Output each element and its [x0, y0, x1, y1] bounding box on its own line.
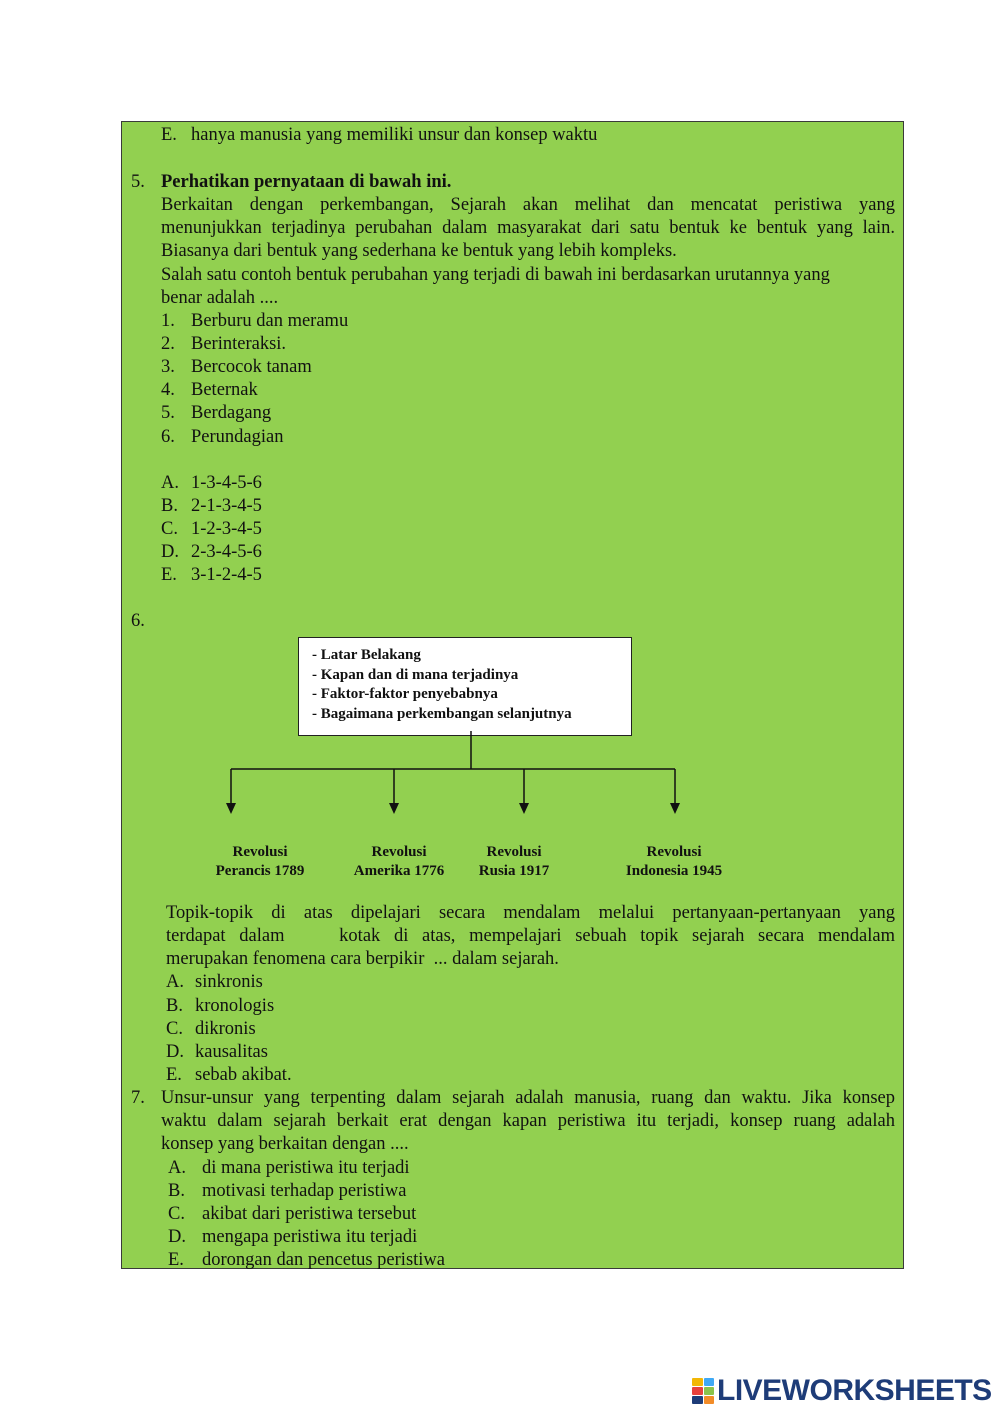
branch-line1: Revolusi: [371, 844, 427, 860]
q5-option-b[interactable]: 2-1-3-4-5: [191, 496, 262, 516]
arrow-down-icon: [226, 803, 236, 814]
q6-box-line: - Latar Belakang: [312, 647, 421, 663]
logo-tile: [692, 1396, 703, 1404]
q5-item-text: Bercocok tanam: [191, 357, 312, 377]
q7-question-line1: Unsur-unsur yang terpenting dalam sejarah adalah manusia, ruang dan waktu. Jika konsep: [161, 1088, 895, 1108]
q5-item-number: 4.: [161, 380, 175, 400]
logo-tile: [704, 1378, 715, 1386]
q5-option-e[interactable]: 3-1-2-4-5: [191, 565, 262, 585]
q7-option-b[interactable]: motivasi terhadap peristiwa: [202, 1181, 407, 1201]
q4-option-e-text: hanya manusia yang memiliki unsur dan konsep waktu: [191, 125, 598, 145]
q5-item-text: Berinteraksi.: [191, 334, 287, 354]
branch-line1: Revolusi: [232, 844, 288, 860]
q5-option-d[interactable]: 2-3-4-5-6: [191, 542, 262, 562]
q6-branch-label-2: [338, 843, 460, 881]
q6-box-line: - Bagaimana perkembangan selanjutnya: [312, 705, 572, 722]
q6-option-c[interactable]: dikronis: [195, 1019, 256, 1039]
q5-item-number: 3.: [161, 357, 175, 377]
arrow-down-icon: [389, 803, 399, 814]
q5-option-letter: E.: [161, 565, 177, 585]
q5-para2-line1: Salah satu contoh bentuk perubahan yang terjadi di bawah ini berdasarkan urutannya yang: [161, 265, 830, 285]
q6-option-a[interactable]: sinkronis: [195, 972, 263, 992]
q6-branch-label-4: [604, 843, 744, 881]
q5-item-number: 2.: [161, 334, 175, 354]
q5-item-number: 5.: [161, 403, 175, 423]
arrow-down-icon: [670, 803, 680, 814]
q6-box-line: - Faktor-faktor penyebabnya: [312, 686, 498, 702]
q5-item-text: Perundagian: [191, 427, 284, 447]
q5-number: 5.: [131, 172, 145, 192]
q6-option-b[interactable]: kronologis: [195, 996, 275, 1016]
branch-line2: Indonesia 1945: [625, 863, 723, 879]
arrow-down-icon: [519, 803, 529, 814]
q5-option-letter: C.: [161, 519, 178, 539]
q6-number: 6.: [131, 611, 145, 631]
q6-option-letter: E.: [166, 1065, 182, 1085]
q7-option-e[interactable]: dorongan dan pencetus peristiwa: [202, 1250, 445, 1270]
branch-line2: Perancis 1789: [215, 863, 305, 879]
q7-option-letter: A.: [168, 1158, 186, 1178]
q5-option-letter: A.: [161, 473, 179, 493]
branch-line2: Amerika 1776: [353, 863, 445, 879]
q5-item-text: Beternak: [191, 380, 258, 400]
q7-option-letter: C.: [168, 1204, 185, 1224]
q5-item-text: Berburu dan meramu: [191, 311, 349, 331]
q6-option-letter: A.: [166, 972, 184, 992]
q5-heading: Perhatikan pernyataan di bawah ini.: [161, 172, 452, 192]
q7-question-line2: waktu dalam sejarah berkait erat dengan kapan peristiwa itu terjadi, konsep ruang adalah: [161, 1111, 895, 1131]
q6-branch-label-3: [464, 843, 564, 881]
q5-option-c[interactable]: 1-2-3-4-5: [191, 519, 262, 539]
logo-tile: [692, 1387, 703, 1395]
logo-tile: [704, 1396, 715, 1404]
q7-option-letter: B.: [168, 1181, 185, 1201]
liveworksheets-logo: [692, 1374, 992, 1408]
q5-option-letter: D.: [161, 542, 179, 562]
q7-option-d[interactable]: mengapa peristiwa itu terjadi: [202, 1227, 418, 1247]
q6-box-line: - Kapan dan di mana terjadinya: [312, 666, 519, 683]
q4-option-e-letter: E.: [161, 125, 177, 145]
q5-item-text: Berdagang: [191, 403, 272, 423]
logo-tile: [692, 1378, 703, 1386]
q7-option-a[interactable]: di mana peristiwa itu terjadi: [202, 1158, 410, 1178]
q6-branch-label-1: [190, 843, 330, 881]
q5-option-a[interactable]: 1-3-4-5-6: [191, 473, 262, 493]
q7-option-letter: D.: [168, 1227, 186, 1247]
q6-question-line1: Topik-topik di atas dipelajari secara mendalam melalui pertanyaan-pertanyaan yang: [166, 903, 895, 923]
q6-option-letter: C.: [166, 1019, 183, 1039]
branch-line1: Revolusi: [646, 844, 702, 860]
q5-para1-line1: Berkaitan dengan perkembangan, Sejarah akan melihat dan mencatat peristiwa yang: [161, 195, 895, 215]
logo-tile: [704, 1387, 715, 1395]
q6-option-d[interactable]: kausalitas: [195, 1042, 268, 1062]
q6-question-line3: merupakan fenomena cara berpikir ... dalam sejarah.: [166, 949, 559, 969]
q7-question-line3: konsep yang berkaitan dengan ....: [161, 1134, 409, 1154]
q6-option-letter: D.: [166, 1042, 184, 1062]
q7-number: 7.: [131, 1088, 145, 1108]
branch-line2: Rusia 1917: [478, 863, 550, 879]
q6-option-e[interactable]: sebab akibat.: [195, 1065, 292, 1085]
liveworksheets-logo-text: LIVEWORKSHEETS: [717, 1374, 992, 1407]
q7-option-c[interactable]: akibat dari peristiwa tersebut: [202, 1204, 417, 1224]
q6-option-letter: B.: [166, 996, 183, 1016]
q7-option-letter: E.: [168, 1250, 184, 1270]
q6-question-line2: terdapat dalam kotak di atas, mempelajari sebuah topik sejarah secara mendalam: [166, 926, 895, 946]
q5-para1-line3: Biasanya dari bentuk yang sederhana ke bentuk yang lebih kompleks.: [161, 241, 677, 261]
liveworksheets-logo-icon: [692, 1378, 714, 1404]
q5-item-number: 6.: [161, 427, 175, 447]
q5-item-number: 1.: [161, 311, 175, 331]
q5-option-letter: B.: [161, 496, 178, 516]
branch-line1: Revolusi: [486, 844, 542, 860]
q5-para1-line2: menunjukkan terjadinya perubahan dalam masyarakat dari satu bentuk ke bentuk yang lain.: [161, 218, 895, 238]
q5-para2-line2: benar adalah ....: [161, 288, 279, 308]
